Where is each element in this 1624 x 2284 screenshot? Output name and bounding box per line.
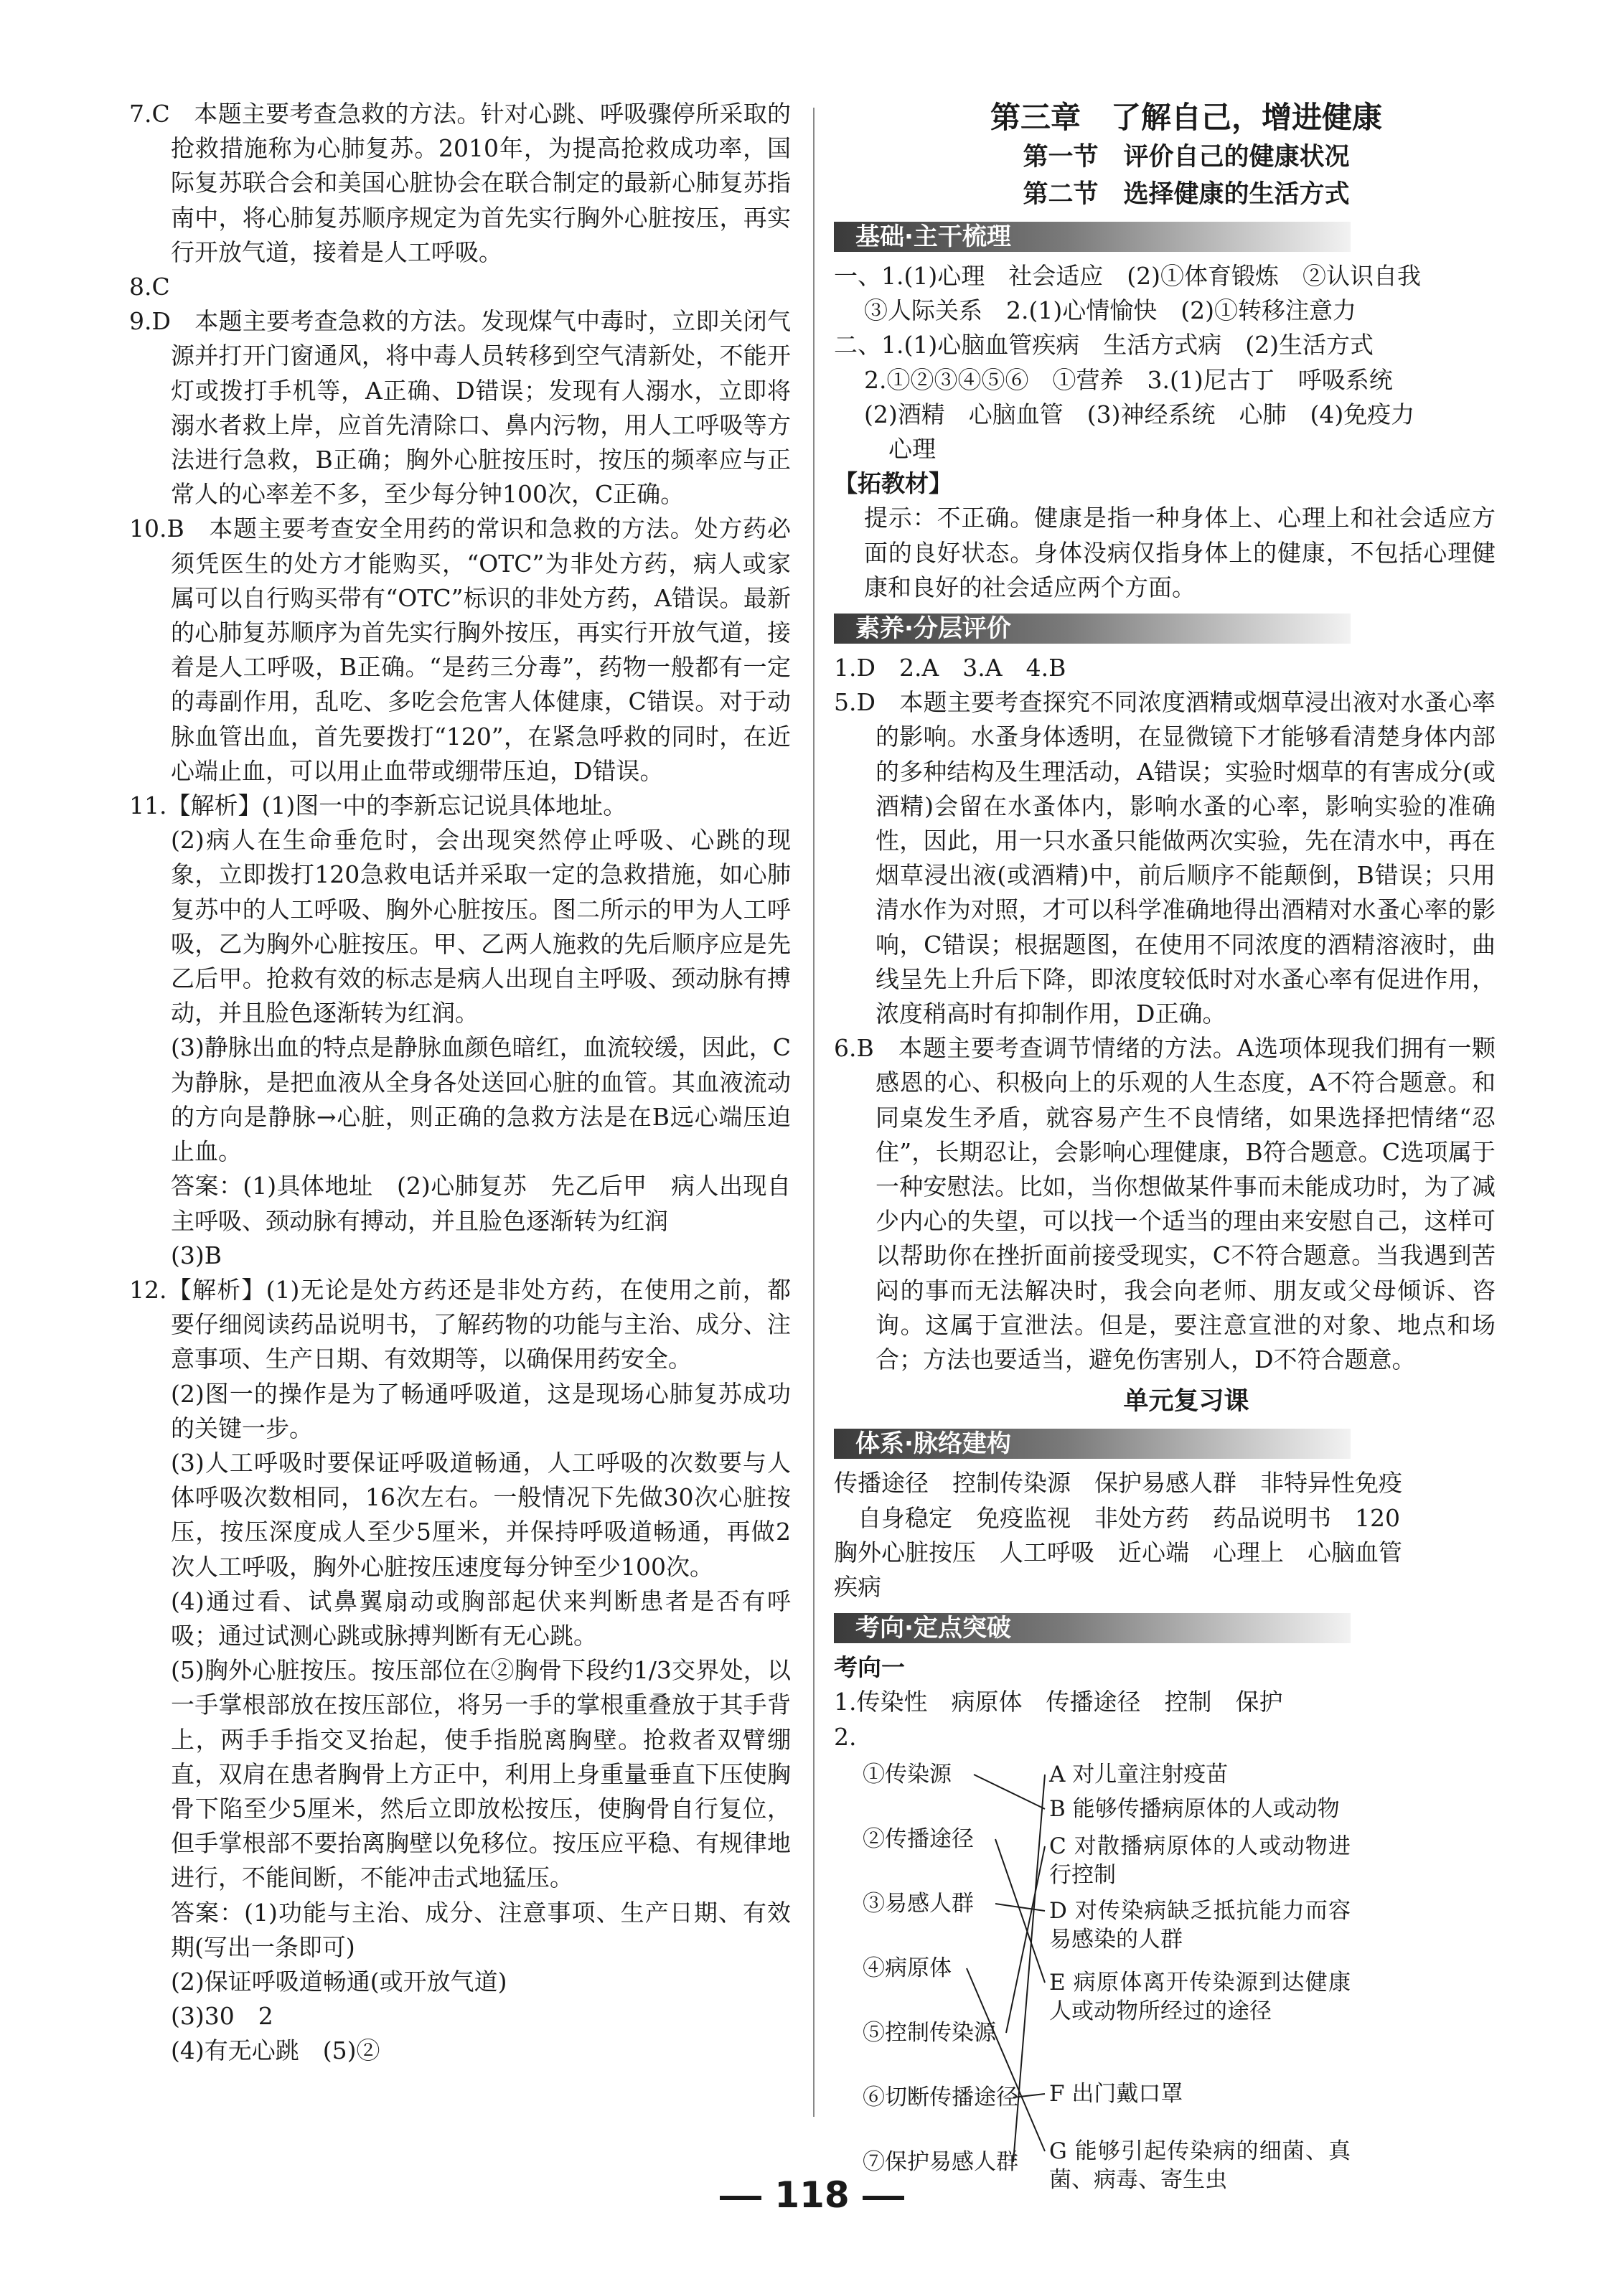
match-right-item: F 出门戴口罩 xyxy=(1049,2080,1183,2107)
section-title-2: 第二节 选择健康的生活方式 xyxy=(1023,180,1350,209)
match-right-item: G 能够引起传染病的细菌、真菌、病毒、寄生虫 xyxy=(1049,2138,1351,2193)
banner-suyang: 素养·分层评价 xyxy=(834,611,1496,647)
match-right-item: E 病原体离开传染源到达健康人或动物所经过的途径 xyxy=(1049,1969,1351,2024)
column-divider xyxy=(813,108,815,2117)
section-title-1: 第一节 评价自己的健康状况 xyxy=(1023,143,1350,171)
left-column xyxy=(129,97,791,2069)
match-left-item: ③易感人群 xyxy=(863,1890,974,1917)
match-left-item: ④病原体 xyxy=(863,1955,952,1981)
answer-paragraph: (3)B xyxy=(171,1241,222,1269)
answer-paragraph: 9.D 本题主要考查急救的方法。发现煤气中毒时，立即关闭气源并打开门窗通风，将中毒人员转移到空气清新处，不能开灯或拨打手机等，A正确、D错误；发现有人溺水，立即将溺水者救上岸，应首先清除口、鼻内污物，用人工呼吸等方法进行急救，B正确；胸外心脏按压时，按压的频率应与正常人的心率差不多，至少每分钟100次，C正确。 xyxy=(129,307,791,509)
right-column xyxy=(834,97,1496,2227)
match-right-item: D 对传染病缺乏抵抗能力而容易感染的人群 xyxy=(1049,1897,1351,1952)
matching-diagram xyxy=(834,1760,1496,2227)
suyang-paragraph: 1.D 2.A 3.A 4.B xyxy=(834,654,1066,682)
tuo-label: 【拓教材】 xyxy=(834,469,952,498)
basic-line: 2.①②③④⑤⑥ ①营养 3.(1)尼古丁 呼吸系统 xyxy=(864,365,1393,394)
match-right-item: B 能够传播病原体的人或动物 xyxy=(1049,1795,1340,1822)
tixi-line: 自身稳定 免疫监视 非处方药 药品说明书 120 xyxy=(834,1503,1400,1532)
match-right-item: A 对儿童注射疫苗 xyxy=(1049,1761,1229,1787)
tixi-line: 传播途径 控制传染源 保护易感人群 非特异性免疫 xyxy=(834,1469,1402,1498)
chapter-title: 第三章 了解自己，增进健康 xyxy=(990,100,1382,135)
banner-basic: 基础·主干梳理 xyxy=(834,219,1496,255)
match-line xyxy=(967,1968,1045,2151)
answer-paragraph: (2)图一的操作是为了畅通呼吸道，这是现场心肺复苏成功的关键一步。 xyxy=(171,1379,791,1442)
basic-answers xyxy=(834,259,1496,466)
answer-paragraph: 8.C xyxy=(129,273,170,301)
tuo-text: 提示：不正确。健康是指一种身体上、心理上和社会适应方面的良好状态。身体没病仅指身体上的健康，不包括心理健康和良好的社会适应两个方面。 xyxy=(864,504,1496,601)
match-line xyxy=(974,1775,1045,1809)
tixi-lines xyxy=(834,1466,1496,1604)
match-right-item: C 对散播病原体的人或动物进行控制 xyxy=(1049,1833,1351,1888)
match-left-item: ⑤控制传染源 xyxy=(863,2019,996,2046)
answer-paragraph: (5)胸外心脏按压。按压部位在②胸骨下段约1/3交界处，以一手掌根部放在按压部位，将另一手的掌根重叠放于其手背上，两手手指交叉抬起，使手指脱离胸壁。抢救者双臂绷直，双肩在患者胸骨上方正中，利用上身重量垂直下压使胸骨下陷至少5厘米，然后立即放松按压，使胸骨自行复位，但手掌根部不要抬离胸壁以免移位。按压应平稳、有规律地进行，不能间断，不能冲击式地猛压。 xyxy=(171,1656,791,1892)
answer-paragraph: (4)通过看、试鼻翼扇动或胸部起伏来判断患者是否有呼吸；通过试测心跳或脉搏判断有无心跳。 xyxy=(171,1587,791,1650)
answer-paragraph: 答案：(1)功能与主治、成分、注意事项、生产日期、有效期(写出一条即可) xyxy=(171,1898,791,1961)
banner-kaoxiang: 考向·定点突破 xyxy=(834,1610,1496,1646)
answer-paragraph: (2)病人在生命垂危时，会出现突然停止呼吸、心跳的现象，立即拨打120急救电话并采取一定的急救措施，如心肺复苏中的人工呼吸、胸外心脏按压。图二所示的甲为人工呼吸，乙为胸外心脏按压。甲、乙两人施救的先后顺序应是先乙后甲。抢救有效的标志是病人出现自主呼吸、颈动脉有搏动，并且脸色逐渐转为红润。 xyxy=(171,826,791,1028)
answer-paragraph: 12.【解析】(1)无论是处方药还是非处方药，在使用之前，都要仔细阅读药品说明书，了解药物的功能与主治、成分、注意事项、生产日期、有效期等，以确保用药安全。 xyxy=(129,1275,791,1373)
suyang-paragraph: 6.B 本题主要考查调节情绪的方法。A选项体现我们拥有一颗感恩的心、积极向上的乐观的人生态度，A不符合题意。和同桌发生矛盾，就容易产生不良情绪，如果选择把情绪“忍住”，长期忍让，会影响心理健康，B符合题意。C选项属于一种安慰法。比如，当你想做某件事而未能成功时，为了减少内心的失望，可以找一个适当的理由来安慰自己，这样可以帮助你在挫折面前接受现实，C不符合题意。当我遇到苦闷的事而无法解决时，我会向老师、朋友或父母倾诉、咨询。这属于宣泄法。但是，要注意宣泄的对象、地点和场合；方法也要适当，避免伤害别人，D不符合题意。 xyxy=(834,1034,1496,1374)
kaoxiang-q2: 2. xyxy=(834,1722,857,1751)
answer-paragraph: (3)静脉出血的特点是静脉血颜色暗红，血流较缓，因此，C为静脉，是把血液从全身各处送回心脏的血管。其血液流动的方向是静脉→心脏，则正确的急救方法是在B远心端压迫止血。 xyxy=(171,1033,791,1166)
tixi-line: 疾病 xyxy=(834,1572,881,1601)
answer-paragraph: (4)有无心跳 (5)② xyxy=(171,2036,380,2065)
suyang-paragraph: 5.D 本题主要考查探究不同浓度酒精或烟草浸出液对水蚤心率的影响。水蚤身体透明，在显微镜下才能够看清楚身体内部的多种结构及生理活动，A错误；实验时烟草的有害成分(或酒精)会留在水蚤体内，影响水蚤的心率，影响实验的准确性，因此，用一只水蚤只能做两次实验，先在清水中，再在烟草浸出液(或酒精)中，前后顺序不能颠倒，B错误；只用清水作为对照，才可以科学准确地得出酒精对水蚤心率的影响，C错误；根据题图，在使用不同浓度的酒精溶液时，曲线呈先上升后下降，即浓度较低时对水蚤心率有促进作用，浓度稍高时有抑制作用，D正确。 xyxy=(834,688,1496,1028)
kaoxiang-q1: 1.传染性 病原体 传播途径 控制 保护 xyxy=(834,1688,1283,1716)
answer-paragraph: (3)30 2 xyxy=(171,2002,273,2031)
banner-tixi: 体系·脉络建构 xyxy=(834,1426,1496,1462)
basic-line: 一、1.(1)心理 社会适应 (2)①体育锻炼 ②认识自我 xyxy=(834,262,1421,290)
page-number: 118 xyxy=(0,2174,1624,2216)
unit-title: 单元复习课 xyxy=(1123,1387,1249,1416)
tixi-line: 胸外心脏按压 人工呼吸 近心端 心理上 心脑血管 xyxy=(834,1538,1402,1566)
basic-line: 心理 xyxy=(888,435,936,464)
answer-paragraph: (2)保证呼吸道畅通(或开放气道) xyxy=(171,1967,507,1996)
match-left-item: ②传播途径 xyxy=(863,1825,974,1852)
basic-line: ③人际关系 2.(1)心情愉快 (2)①转移注意力 xyxy=(864,296,1356,325)
match-left-item: ⑦保护易感人群 xyxy=(863,2148,1018,2175)
match-left-item: ①传染源 xyxy=(863,1761,952,1787)
answer-paragraph: 11.【解析】(1)图一中的李新忘记说具体地址。 xyxy=(129,791,627,820)
answer-paragraph: 答案：(1)具体地址 (2)心肺复苏 先乙后甲 病人出现自主呼吸、颈动脉有搏动，并且脸色逐渐转为红润 xyxy=(171,1172,791,1235)
answer-paragraph: 7.C 本题主要考查急救的方法。针对心跳、呼吸骤停所采取的抢救措施称为心肺复苏。2010年，为提高抢救成功率，国际复苏联合会和美国心脏协会在联合制定的最新心肺复苏指南中，将心肺复苏顺序规定为首先实行胸外心脏按压，再实行开放气道，接着是人工呼吸。 xyxy=(129,100,791,266)
suyang-answers xyxy=(834,651,1496,1377)
basic-line: (2)酒精 心脑血管 (3)神经系统 心肺 (4)免疫力 xyxy=(864,400,1415,428)
answer-paragraph: (3)人工呼吸时要保证呼吸道畅通，人工呼吸的次数要与人体呼吸次数相同，16次左右。一般情况下先做30次心脏按压，按压深度成人至少5厘米，并保持呼吸道畅通，再做2次人工呼吸，胸外心脏按压速度每分钟至少100次。 xyxy=(171,1448,791,1581)
basic-line: 二、1.(1)心脑血管疾病 生活方式病 (2)生活方式 xyxy=(834,331,1374,359)
match-left-item: ⑥切断传播途径 xyxy=(863,2084,1018,2110)
answer-paragraph: 10.B 本题主要考查安全用药的常识和急救的方法。处方药必须凭医生的处方才能购买，“OTC”为非处方药，病人或家属可以自行购买带有“OTC”标识的非处方药，A错误。最新的心肺复苏顺序为首先实行胸外按压，再实行开放气道，接着是人工呼吸，B正确。“是药三分毒”，药物一般都有一定的毒副作用，乱吃、多吃会危害人体健康，C错误。对于动脉血管出血，首先要拨打“120”，在紧急呼救的同时，在近心端止血，可以用止血带或绷带压迫，D错误。 xyxy=(129,514,791,785)
kaoxiang-label: 考向一 xyxy=(834,1653,905,1682)
